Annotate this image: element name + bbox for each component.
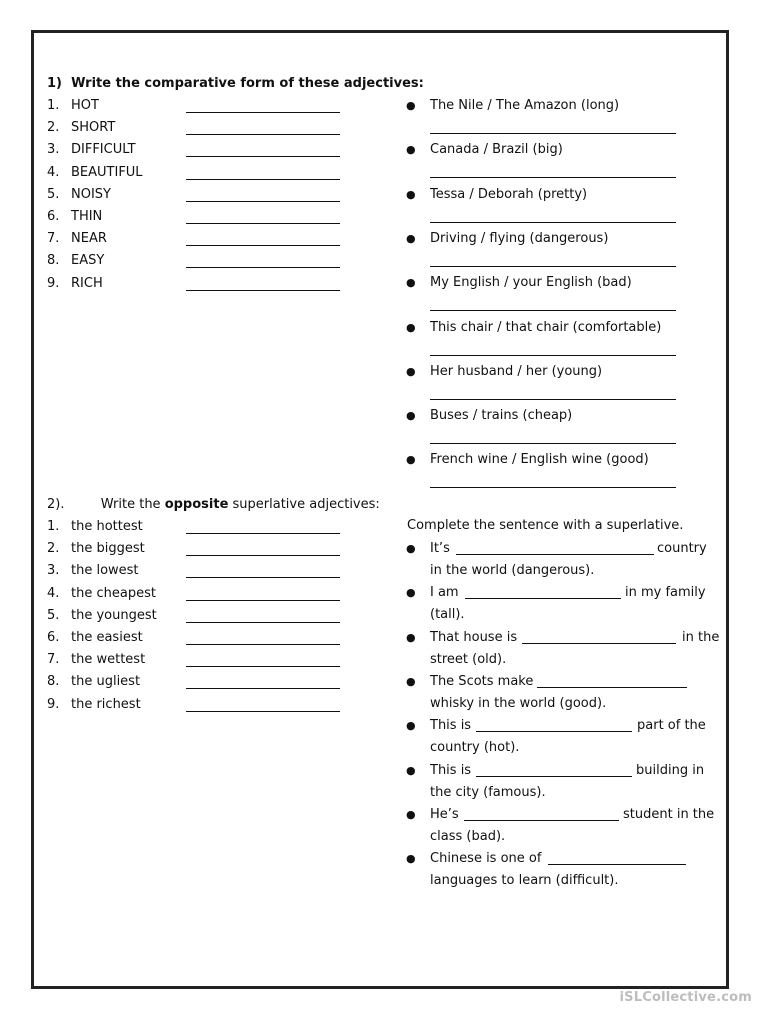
sentence-start: He’s [430,806,459,822]
answer-line[interactable] [430,310,676,311]
item-number: 2. [47,120,60,136]
answer-line[interactable] [430,222,676,223]
answer-line[interactable] [186,533,340,534]
answer-line[interactable] [522,643,676,644]
section1-number: 1) [47,76,62,91]
comparison-pair: This chair / that chair (comfortable) [430,319,662,335]
bullet-icon: ● [406,542,416,555]
answer-line[interactable] [186,666,340,667]
sentence-start: This is [430,718,472,734]
comparison-pair: Driving / flying (dangerous) [430,230,609,246]
sentence-start: This is [430,762,472,778]
item-number: 3. [47,563,60,579]
answer-line[interactable] [430,355,676,356]
adjective: SHORT [71,120,116,136]
answer-line[interactable] [548,864,686,865]
comparison-pair: Buses / trains (cheap) [430,408,573,424]
bullet-icon: ● [406,852,416,866]
bullet-icon: ● [406,763,416,777]
sentence-end: languages to learn (difficult). [430,873,619,889]
adjective: HOT [71,98,99,113]
answer-line[interactable] [186,156,340,157]
sentence-middle: in the [682,629,720,645]
item-number: 9. [47,275,60,291]
bullet-icon: ● [406,143,416,157]
section1-heading-text: Write the comparative form of these adjectives: [71,76,424,91]
sentence-start: Chinese is one of [430,851,542,867]
bullet-icon: ● [406,630,416,644]
answer-line[interactable] [186,290,340,291]
superlative: the youngest [71,607,157,623]
bullet-icon: ● [406,99,416,112]
answer-line[interactable] [430,487,676,488]
sentence-start: That house is [430,629,518,645]
answer-line[interactable] [476,776,632,777]
answer-line[interactable] [537,687,687,688]
adjective: BEAUTIFUL [71,164,143,180]
item-number: 8. [47,674,60,690]
item-number: 4. [47,585,60,601]
item-number: 6. [47,209,60,224]
sentence-end: (tall). [430,607,465,623]
answer-line[interactable] [430,443,676,444]
answer-line[interactable] [186,245,340,246]
answer-line[interactable] [186,644,340,645]
comparison-pair: Her husband / her (young) [430,363,603,379]
superlative: the wettest [71,652,146,668]
sentence-middle: building in [636,762,705,778]
item-number: 1. [47,98,60,113]
item-number: 7. [47,231,60,247]
sentence-start: I am [430,585,459,601]
complete-instruction: Complete the sentence with a superlative. [407,518,684,533]
item-number: 4. [47,164,60,180]
bullet-icon: ● [406,231,416,245]
item-number: 6. [47,630,60,645]
answer-line[interactable] [186,134,340,135]
answer-line[interactable] [186,223,340,224]
section2-heading-pre: Write the [100,497,165,512]
item-number: 9. [47,696,60,712]
bullet-icon: ● [406,320,416,334]
comparison-pair: The Nile / The Amazon (long) [430,98,620,113]
answer-line[interactable] [186,688,340,689]
section2-heading-post: superlative adjectives: [228,497,380,512]
bullet-icon: ● [406,719,416,733]
sentence-middle: in my family [625,585,706,601]
answer-line[interactable] [476,731,632,732]
sentence-start: It’s [430,541,450,556]
answer-line[interactable] [186,555,340,556]
answer-line[interactable] [430,266,676,267]
section2-number: 2). [47,497,65,512]
answer-line[interactable] [464,820,619,821]
answer-line[interactable] [430,133,676,134]
sentence-end: the city (famous). [430,784,546,800]
comparison-pair: Canada / Brazil (big) [430,142,563,158]
item-number: 8. [47,253,60,269]
bullet-icon: ● [406,586,416,600]
sentence-end: class (bad). [430,828,506,844]
superlative: the ugliest [71,674,141,690]
item-number: 3. [47,142,60,158]
comparison-pair: Tessa / Deborah (pretty) [430,186,588,202]
comparison-pair: French wine / English wine (good) [430,452,649,468]
section1-heading [47,76,424,92]
adjective: DIFFICULT [71,142,136,158]
adjective: EASY [71,253,105,269]
bullet-icon: ● [406,276,416,290]
adjective: NEAR [71,231,107,247]
answer-line[interactable] [186,267,340,268]
answer-line[interactable] [186,600,340,601]
sentence-end: whisky in the world (good). [430,695,607,711]
adjective: RICH [71,275,103,291]
section2-heading [47,497,380,513]
answer-line[interactable] [186,577,340,578]
answer-line[interactable] [456,554,654,555]
answer-line[interactable] [186,711,340,712]
sentence-start: The Scots make [430,673,534,689]
answer-line[interactable] [186,622,340,623]
answer-line[interactable] [465,598,621,599]
bullet-icon: ● [406,364,416,378]
answer-line[interactable] [186,179,340,180]
adjective: THIN [71,209,103,224]
sentence-middle: country [657,541,707,556]
sentence-middle: student in the [623,806,715,822]
sentence-end: street (old). [430,651,507,667]
sentence-middle: part of the [637,718,706,734]
sentence-end: in the world (dangerous). [430,563,595,578]
bullet-icon: ● [406,453,416,467]
bullet-icon: ● [406,187,416,201]
bullet-icon: ● [406,409,416,423]
bullet-icon: ● [406,674,416,688]
sentence-end: country (hot). [430,740,520,756]
item-number: 5. [47,186,60,202]
item-number: 2. [47,541,60,557]
comparison-pair: My English / your English (bad) [430,275,632,291]
answer-line[interactable] [430,399,676,400]
adjective: NOISY [71,186,111,202]
item-number: 5. [47,607,60,623]
superlative: the easiest [71,630,143,645]
superlative: the biggest [71,541,145,557]
watermark: iSLCollective.com [619,990,752,1005]
section2-heading-bold: opposite [164,497,229,512]
item-number: 7. [47,652,60,668]
superlative: the hottest [71,519,143,534]
superlative: the richest [71,696,141,712]
bullet-icon: ● [406,807,416,821]
superlative: the lowest [71,563,139,579]
answer-line[interactable] [430,177,676,178]
answer-line[interactable] [186,112,340,113]
answer-line[interactable] [186,201,340,202]
item-number: 1. [47,519,60,534]
superlative: the cheapest [71,585,156,601]
